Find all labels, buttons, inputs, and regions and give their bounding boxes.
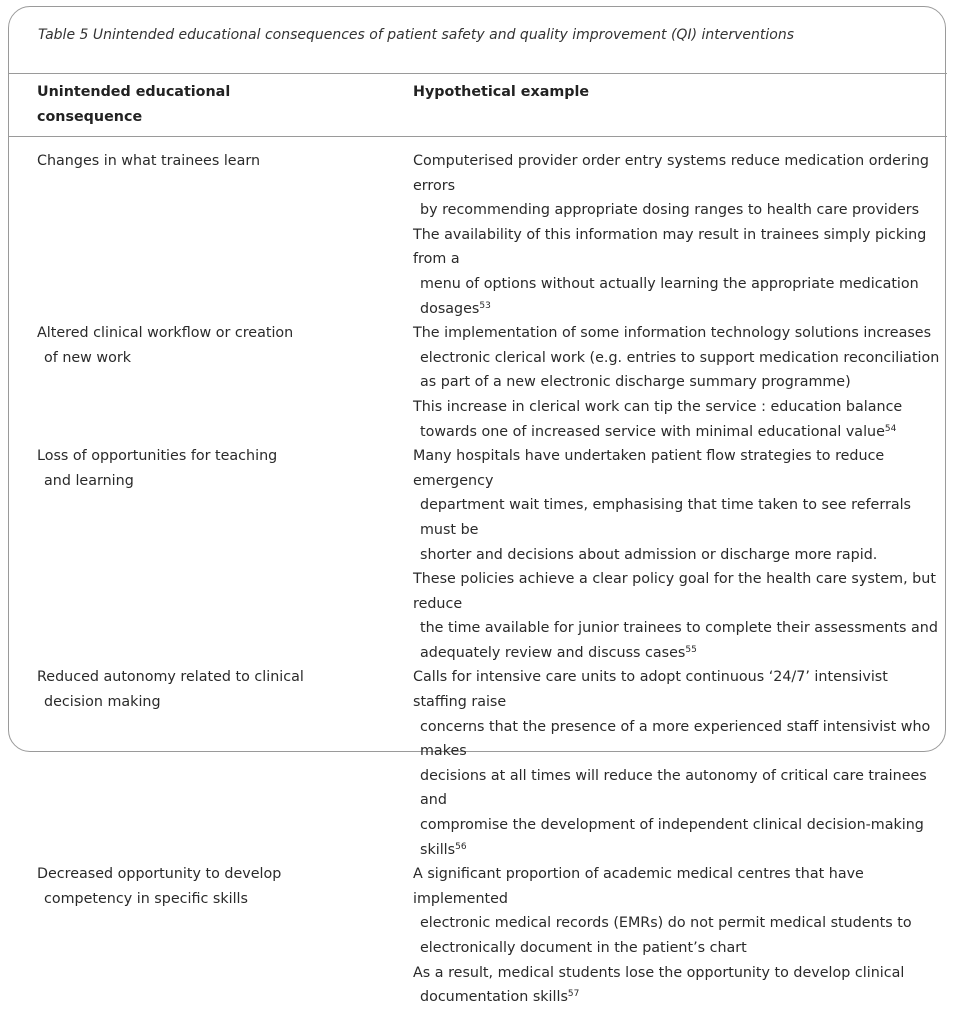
consequence-line: Reduced autonomy related to clinical xyxy=(37,669,304,686)
example-cell xyxy=(413,321,943,444)
example-line-text: The implementation of some information technology solutions increases xyxy=(413,325,932,342)
example-line-text: decisions at all times will reduce the autonomy of critical care trainees and xyxy=(420,767,927,809)
column-header-consequence xyxy=(37,80,237,130)
example-line-text: electronic clerical work (e.g. entries to support medication reconciliation xyxy=(420,349,940,366)
example-line-text: menu of options without actually learning the appropriate medication dosages xyxy=(420,275,919,317)
consequence-line: Loss of opportunities for teaching xyxy=(37,448,278,465)
consequence-cell xyxy=(37,149,337,174)
example-cell xyxy=(413,149,943,321)
table-row xyxy=(0,862,955,1010)
column-header-consequence-line: Unintended educational xyxy=(37,84,231,100)
example-line-text: documentation skills xyxy=(420,989,568,1006)
reference-number: 54 xyxy=(884,423,897,434)
header-bottom-rule xyxy=(8,136,947,137)
example-line xyxy=(413,444,943,493)
example-line xyxy=(413,370,943,395)
example-line xyxy=(413,616,943,641)
consequence-cell xyxy=(37,862,337,911)
example-line-text: concerns that the presence of a more experienced staff intensivist who makes xyxy=(420,718,931,760)
table-row xyxy=(0,149,955,321)
consequence-cell xyxy=(37,321,337,370)
consequence-line: competency in specific skills xyxy=(44,890,248,907)
example-line xyxy=(413,346,943,371)
column-header-consequence-line: consequence xyxy=(37,109,143,125)
table-body xyxy=(0,149,955,1010)
table-caption: Table 5 Unintended educational consequences of patient safety and quality improvement (QI) interventions xyxy=(38,27,794,43)
example-cell xyxy=(413,862,943,1010)
example-line-text: by recommending appropriate dosing ranges to health care providers xyxy=(420,202,920,219)
header-top-rule xyxy=(8,73,947,74)
example-line-text: electronic medical records (EMRs) do not permit medical students to xyxy=(420,915,912,932)
example-line-text: As a result, medical students lose the opportunity to develop clinical xyxy=(413,964,905,981)
consequence-line: Decreased opportunity to develop xyxy=(37,866,282,883)
example-cell xyxy=(413,665,943,862)
example-line xyxy=(413,493,943,542)
example-paragraph xyxy=(413,223,943,321)
example-line xyxy=(413,223,943,272)
table-row xyxy=(0,665,955,862)
example-line xyxy=(413,936,943,961)
reference-number: 56 xyxy=(455,841,467,852)
example-line xyxy=(413,149,943,198)
example-line xyxy=(413,567,943,616)
example-line xyxy=(413,321,943,346)
reference-number: 55 xyxy=(685,644,697,655)
consequence-line: of new work xyxy=(44,349,132,366)
example-line-text: These policies achieve a clear policy goal for the health care system, but reduce xyxy=(413,571,936,612)
example-line-text: adequately review and discuss cases xyxy=(420,644,686,661)
example-line xyxy=(413,862,943,911)
reference-number: 53 xyxy=(479,300,491,311)
example-line xyxy=(413,665,943,714)
example-line xyxy=(413,543,943,568)
example-paragraph xyxy=(413,321,943,395)
example-line-text: The availability of this information may result in trainees simply picking from a xyxy=(413,226,927,268)
column-header-example: Hypothetical example xyxy=(413,84,590,100)
example-line xyxy=(413,715,943,764)
example-line xyxy=(413,813,943,862)
consequence-line: Altered clinical workflow or creation xyxy=(37,325,294,342)
example-line-text: This increase in clerical work can tip the service : education balance xyxy=(413,398,903,415)
example-line xyxy=(413,911,943,936)
reference-number: 57 xyxy=(567,989,580,1000)
example-line-text: electronically document in the patient’s chart xyxy=(420,940,747,956)
example-line-text: A significant proportion of academic medical centres that have implemented xyxy=(413,866,864,907)
example-paragraph xyxy=(413,444,943,567)
example-line-text: Many hospitals have undertaken patient flow strategies to reduce emergency xyxy=(413,448,885,489)
example-line xyxy=(413,985,943,1010)
consequence-line: and learning xyxy=(44,472,134,489)
table-row xyxy=(0,444,955,665)
example-paragraph xyxy=(413,567,943,665)
consequence-line: Changes in what trainees learn xyxy=(37,153,261,169)
example-cell xyxy=(413,444,943,665)
example-paragraph xyxy=(413,395,943,444)
consequence-cell xyxy=(37,444,337,493)
example-paragraph xyxy=(413,149,943,223)
example-line-text: the time available for junior trainees to complete their assessments and xyxy=(420,620,938,637)
example-line-text: Calls for intensive care units to adopt continuous ‘24/7’ intensivist staffing raise xyxy=(413,669,888,711)
example-line-text: shorter and decisions about admission or discharge more rapid. xyxy=(420,546,878,563)
example-line-text: Computerised provider order entry systems reduce medication ordering errors xyxy=(413,153,929,194)
example-line-text: towards one of increased service with minimal educational value xyxy=(420,423,885,440)
example-line-text: as part of a new electronic discharge summary programme) xyxy=(420,374,851,391)
example-line xyxy=(413,641,943,666)
example-line-text: department wait times, emphasising that time taken to see referrals must be xyxy=(420,497,912,538)
example-line xyxy=(413,395,943,420)
example-line xyxy=(413,764,943,813)
consequence-line: decision making xyxy=(44,694,161,711)
example-line-text: compromise the development of independent clinical decision-making skills xyxy=(420,817,924,858)
example-line xyxy=(413,420,943,445)
example-paragraph xyxy=(413,961,943,1010)
example-paragraph xyxy=(413,862,943,960)
example-line xyxy=(413,272,943,321)
example-line xyxy=(413,198,943,223)
consequence-cell xyxy=(37,665,337,714)
example-line xyxy=(413,961,943,986)
example-paragraph xyxy=(413,665,943,862)
table-row xyxy=(0,321,955,444)
